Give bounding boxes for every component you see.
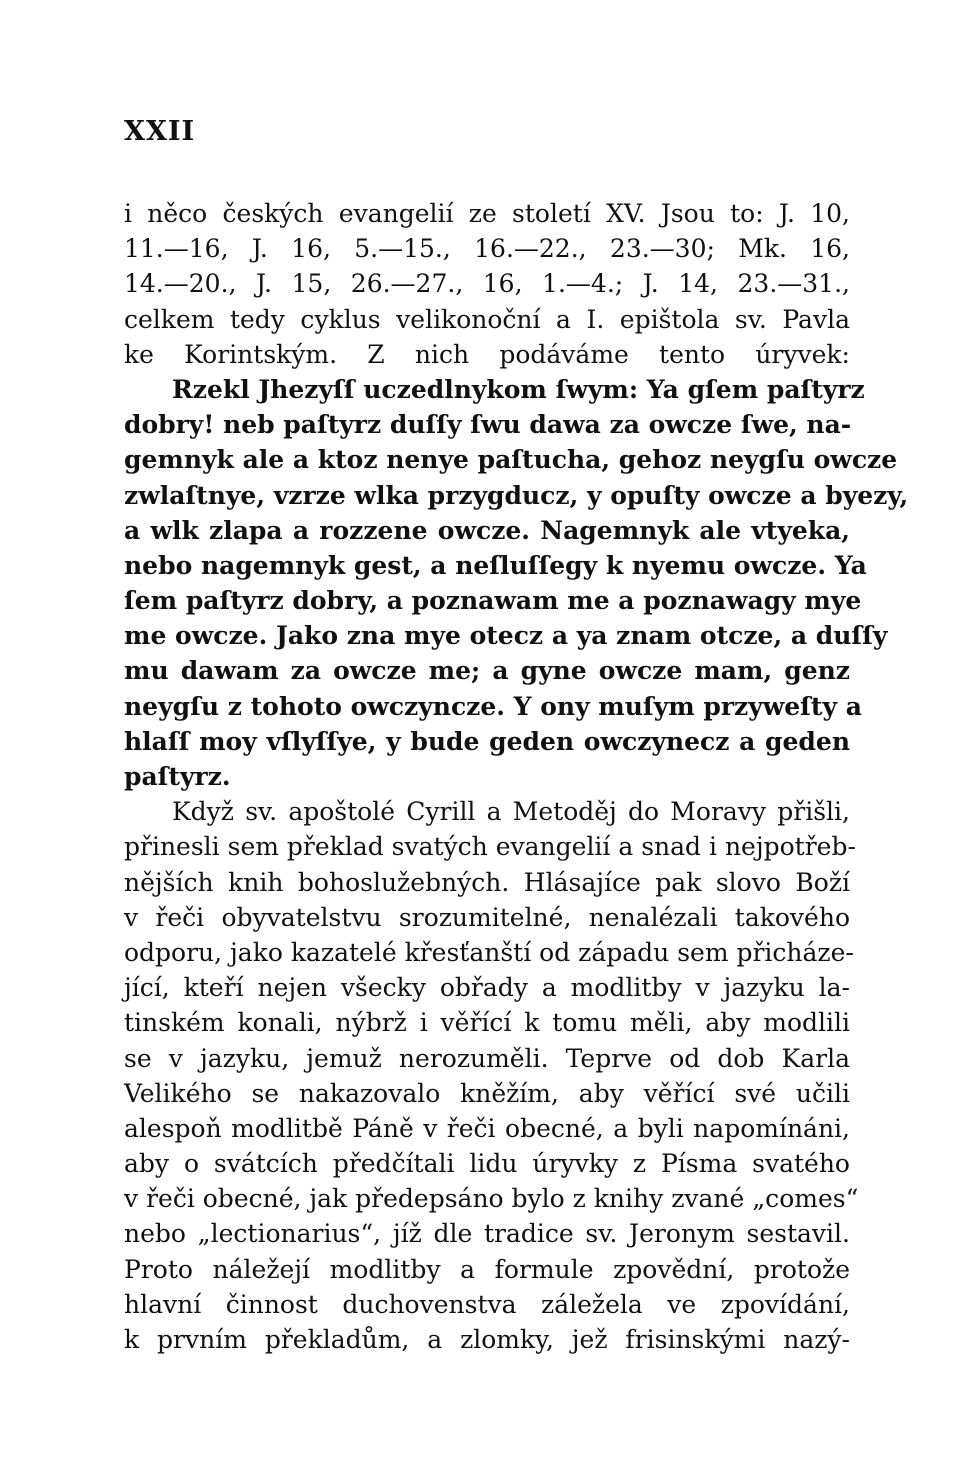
quoted-old-czech-line: neygſu z tohoto owczyncze. Y ony muſym przyweſty a: [124, 691, 862, 721]
body-text: [124, 196, 909, 1357]
text-line: odporu, jako kazatelé křesťanští od západu sem přicháze-: [124, 937, 854, 967]
quoted-old-czech-line: me owcze. Jako zna mye otecz a ya znam otcze, a duſſy: [124, 621, 888, 651]
page-number: XXII: [124, 116, 196, 147]
text-line: v řeči obyvatelstvu srozumitelné, nenalézali takového: [124, 902, 850, 932]
text-line: jící, kteří nejen všecky obřady a modlitby v jazyku la-: [124, 973, 850, 1003]
text-line: i něco českých evangelií ze století XV. Jsou to: J. 10,: [124, 199, 850, 228]
text-line: tinském konali, nýbrž i věřící k tomu měli, aby modlili: [124, 1008, 850, 1038]
text-line: 11.—16, J. 16, 5.—15., 16.—22., 23.—30; Mk. 16,: [124, 234, 850, 264]
quoted-old-czech-line: mu dawam za owcze me; a gyne owcze mam, genz: [124, 656, 850, 686]
text-line: se v jazyku, jemuž nerozuměli. Teprve od dob Karla: [124, 1043, 850, 1073]
quoted-old-czech-line: gemnyk ale a ktoz nenye paſtucha, gehoz neygſu owcze: [124, 445, 898, 475]
quoted-old-czech-line: zwlaſtnye, vzrze wlka przygducz, y opuſty owcze a byezy,: [124, 480, 909, 510]
quoted-old-czech-line: a wlk zlapa a rozzene owcze. Nagemnyk ale vtyeka,: [124, 515, 850, 545]
text-line: 14.—20., J. 15, 26.—27., 16, 1.—4.; J. 14, 23.—31.,: [124, 269, 850, 299]
quoted-old-czech-line: ſem paſtyrz dobry, a poznawam me a poznawagy mye: [124, 586, 862, 616]
text-line: nebo „lectionarius“, jíž dle tradice sv. Jeronym sestavil.: [124, 1219, 850, 1249]
quoted-old-czech-line: Rzekl Jhezyſſ uczedlnykom ſwym: Ya gſem paſtyrz: [172, 374, 865, 404]
quoted-old-czech-line: dobry! neb paſtyrz duſſy ſwu dawa za owcze ſwe, na-: [124, 410, 852, 440]
text-line: Když sv. apoštolé Cyrill a Metoděj do Moravy přišli,: [172, 797, 850, 827]
text-line: Proto náležejí modlitby a formule zpovědní, protože: [124, 1254, 850, 1284]
text-line: v řeči obecné, jak předepsáno bylo z knihy zvané „comes“: [124, 1184, 859, 1214]
quoted-old-czech-line: nebo nagemnyk gest, a neſluſſegy k nyemu owcze. Ya: [124, 550, 867, 580]
text-line: ke Korintským. Z nich podáváme tento úryvek:: [124, 339, 850, 369]
quoted-old-czech-line: hlaſſ moy vſlyſſye, y bude geden owczynecz a geden: [124, 726, 850, 756]
text-line: k prvním překladům, a zlomky, jež frisinskými nazý-: [124, 1325, 850, 1354]
text-line: celkem tedy cyklus velikonoční a I. epištola sv. Pavla: [124, 304, 850, 334]
text-line: alespoň modlitbě Páně v řeči obecné, a byli napomínáni,: [124, 1113, 850, 1143]
quoted-old-czech-line: paſtyrz.: [124, 762, 231, 791]
text-line: přinesli sem překlad svatých evangelií a snad i nejpotřeb-: [124, 832, 856, 862]
text-line: hlavní činnost duchovenstva záležela ve zpovídání,: [124, 1289, 850, 1319]
text-line: aby o svátcích předčítali lidu úryvky z Písma svatého: [124, 1149, 850, 1179]
text-line: Velikého se nakazovalo kněžím, aby věřící své učili: [124, 1078, 850, 1108]
text-line: nějších knih bohoslužebných. Hlásajíce pak slovo Boží: [124, 867, 850, 897]
